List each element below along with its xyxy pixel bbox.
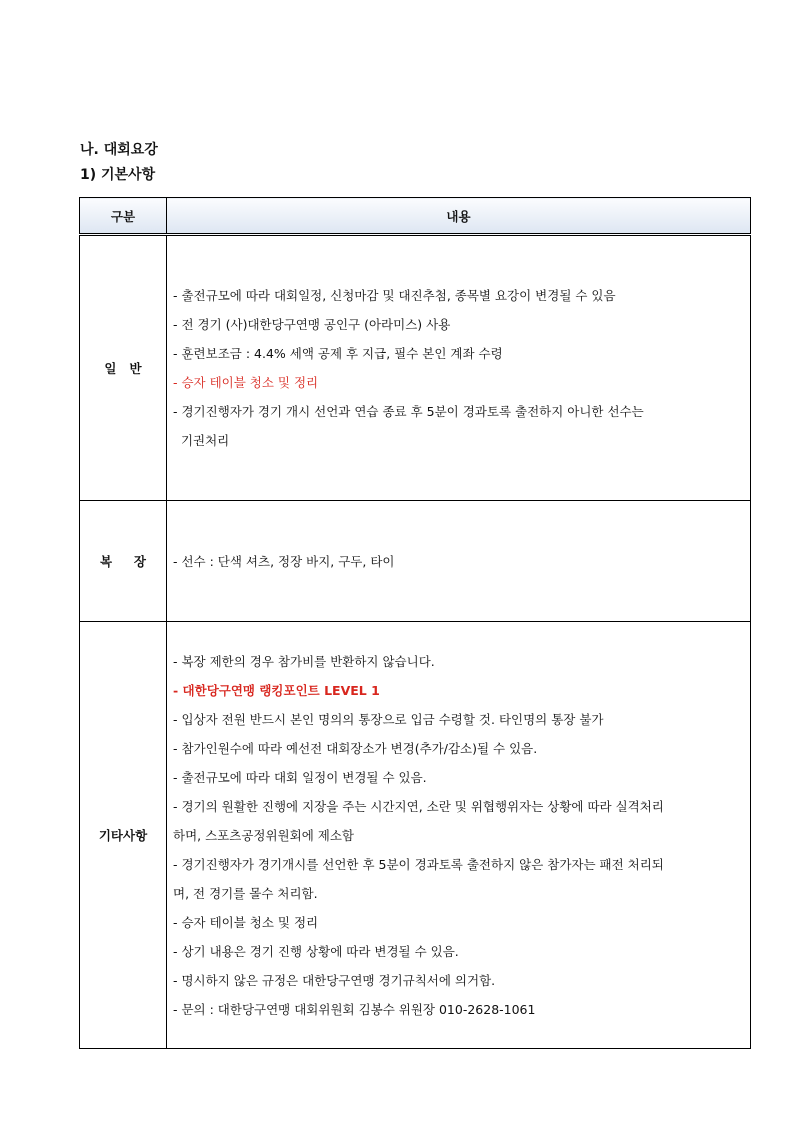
row-content-misc [167, 622, 751, 1049]
list-item: 하며, 스포츠공정위원회에 제소함 [173, 827, 354, 843]
list-item: - 출전규모에 따라 대회일정, 신청마감 및 대진추첨, 종목별 요강이 변경될 수 있음 [173, 288, 616, 303]
list-item: - 명시하지 않은 규정은 대한당구연맹 경기규칙서에 의거함. [173, 972, 496, 988]
list-item: - 전 경기 (사)대한당구연맹 공인구 (아라미스) 사용 [173, 317, 451, 332]
table-header-row [80, 198, 751, 235]
header-content: 내용 [167, 198, 751, 235]
row-label-general: 일 반 [80, 235, 167, 501]
list-item: - 승자 테이블 청소 및 정리 [173, 375, 319, 390]
section-heading: 나. 대회요강 [80, 142, 158, 158]
row-content-dress [167, 501, 751, 622]
list-item: - 경기진행자가 경기 개시 선언과 연습 종료 후 5분이 경과토록 출전하지 아니한 선수는 [173, 404, 644, 419]
row-label-dress: 복 장 [80, 501, 167, 622]
table-row-general [80, 235, 751, 501]
list-item: - 상기 내용은 경기 진행 상황에 따라 변경될 수 있음. [173, 943, 459, 959]
list-item: - 문의 : 대한당구연맹 대회위원회 김봉수 위원장 010-2628-1061 [173, 1001, 536, 1017]
list-item: 기권처리 [173, 433, 230, 448]
list-item: - 승자 테이블 청소 및 정리 [173, 914, 319, 930]
list-item: - 대한당구연맹 랭킹포인트 LEVEL 1 [173, 682, 380, 698]
table-row-misc [80, 622, 751, 1049]
dress-list [173, 547, 744, 576]
row-content-general [167, 235, 751, 501]
header-category: 구분 [80, 198, 167, 235]
list-item: - 참가인원수에 따라 예선전 대회장소가 변경(추가/감소)될 수 있음. [173, 740, 538, 756]
list-item: 며, 전 경기를 몰수 처리함. [173, 885, 318, 901]
list-item: - 입상자 전원 반드시 본인 명의의 통장으로 입금 수령할 것. 타인명의 통장 불가 [173, 711, 604, 727]
list-item: - 경기의 원활한 진행에 지장을 주는 시간지연, 소란 및 위협행위자는 상황에 따라 실격처리 [173, 798, 664, 814]
table-row-dress [80, 501, 751, 622]
rules-table [79, 197, 751, 1049]
list-item: - 경기진행자가 경기개시를 선언한 후 5분이 경과토록 출전하지 않은 참가자는 패전 처리되 [173, 856, 664, 872]
list-item: - 복장 제한의 경우 참가비를 반환하지 않습니다. [173, 653, 435, 669]
list-item: - 선수 : 단색 셔츠, 정장 바지, 구두, 타이 [173, 553, 395, 569]
list-item: - 훈련보조금 : 4.4% 세액 공제 후 지급, 필수 본인 계좌 수령 [173, 346, 503, 361]
list-item: - 출전규모에 따라 대회 일정이 변경될 수 있음. [173, 769, 427, 785]
misc-list [173, 647, 744, 1024]
row-label-misc: 기타사항 [80, 622, 167, 1049]
general-list [173, 281, 744, 455]
subsection-heading: 1) 기본사항 [80, 167, 156, 183]
